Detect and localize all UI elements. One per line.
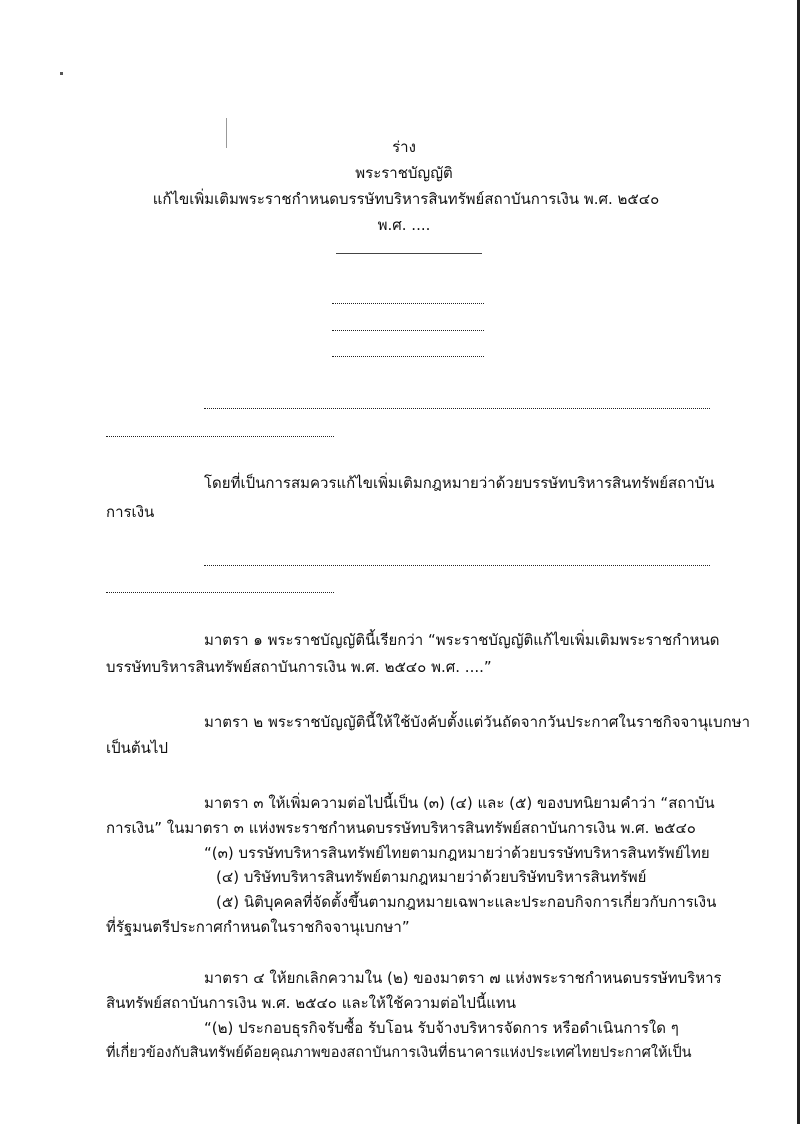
section-1-line: มาตรา ๑ พระราชบัญญัตินี้เรียกว่า “พระราชบัญญัติแก้ไขเพิ่มเติมพระราชกำหนด	[204, 631, 720, 649]
section-3-item-5: (๕) นิติบุคคลที่จัดตั้งขึ้นตามกฎหมายเฉพาะและประกอบกิจการเกี่ยวกับการเงิน	[216, 893, 717, 911]
section-4-line: สินทรัพย์สถาบันการเงิน พ.ศ. ๒๕๔๐ และให้ใช้ความต่อไปนี้แทน	[106, 994, 517, 1012]
placeholder-dots	[204, 565, 710, 566]
document-title: แก้ไขเพิ่มเติมพระราชกำหนดบรรษัทบริหารสินทรัพย์สถาบันการเงิน พ.ศ. ๒๕๔๐	[152, 190, 660, 208]
section-3-item-4: (๔) บริษัทบริหารสินทรัพย์ตามกฎหมายว่าด้วยบริษัทบริหารสินทรัพย์	[216, 868, 647, 886]
scan-speck	[60, 72, 63, 75]
section-1-line: บรรษัทบริหารสินทรัพย์สถาบันการเงิน พ.ศ. ๒๕๔๐ พ.ศ. ....”	[106, 658, 492, 676]
section-4-item-2: “(๒) ประกอบธุรกิจรับซื้อ รับโอน รับจ้างบริหารจัดการ หรือดำเนินการใด ๆ	[204, 1019, 679, 1037]
preamble-line: โดยที่เป็นการสมควรแก้ไขเพิ่มเติมกฎหมายว่าด้วยบรรษัทบริหารสินทรัพย์สถาบัน	[204, 474, 715, 492]
placeholder-dots	[332, 303, 484, 304]
section-3-item-3: “(๓) บรรษัทบริหารสินทรัพย์ไทยตามกฎหมายว่าด้วยบรรษัทบริหารสินทรัพย์ไทย	[204, 844, 710, 862]
placeholder-dots	[332, 330, 484, 331]
draft-label: ร่าง	[392, 138, 416, 156]
section-3-line: มาตรา ๓ ให้เพิ่มความต่อไปนี้เป็น (๓) (๔) และ (๕) ของบทนิยามคำว่า “สถาบัน	[204, 794, 715, 812]
section-3-line: การเงิน” ในมาตรา ๓ แห่งพระราชกำหนดบรรษัทบริหารสินทรัพย์สถาบันการเงิน พ.ศ. ๒๕๔๐	[106, 819, 696, 837]
section-4-item-2-cont: ที่เกี่ยวข้องกับสินทรัพย์ด้อยคุณภาพของสถาบันการเงินที่ธนาคารแห่งประเทศไทยประกาศให้เป็น	[106, 1045, 692, 1061]
act-type: พระราชบัญญัติ	[355, 164, 453, 182]
placeholder-dots	[106, 436, 334, 437]
section-2-line: มาตรา ๒ พระราชบัญญัตินี้ให้ใช้บังคับตั้งแต่วันถัดจากวันประกาศในราชกิจจานุเบกษา	[204, 713, 751, 731]
placeholder-dots	[106, 592, 334, 593]
section-3-item-5-cont: ที่รัฐมนตรีประกาศกำหนดในราชกิจจานุเบกษา”	[106, 918, 410, 936]
document-year: พ.ศ. ....	[377, 216, 431, 234]
section-4-line: มาตรา ๔ ให้ยกเลิกความใน (๒) ของมาตรา ๗ แห่งพระราชกำหนดบรรษัทบริหาร	[204, 969, 722, 987]
placeholder-dots	[332, 356, 484, 357]
placeholder-dots	[204, 408, 710, 409]
section-2-line: เป็นต้นไป	[106, 739, 168, 757]
title-rule	[336, 253, 482, 254]
preamble-line: การเงิน	[106, 503, 155, 521]
